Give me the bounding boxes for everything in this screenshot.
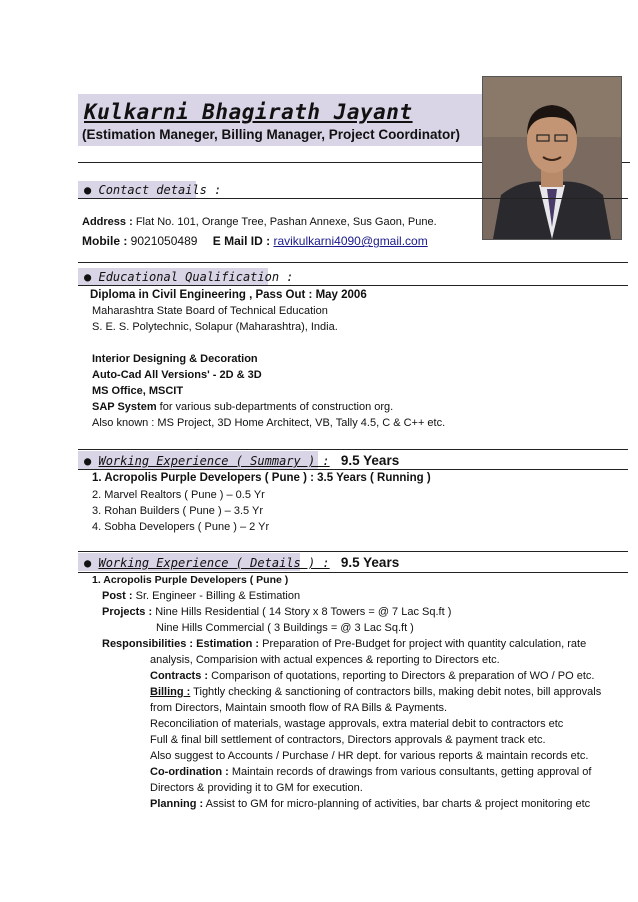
estimation-label: Estimation :: [196, 638, 260, 650]
details-title-text: Working Experience ( Details ) :: [98, 556, 330, 570]
person-icon: [483, 77, 621, 239]
summary-divider: [78, 469, 628, 470]
projects-line: [102, 606, 451, 618]
autocad-line: Auto-Cad All Versions' - 2D & 3D: [92, 369, 262, 381]
post-value: Sr. Engineer - Billing & Estimation: [132, 590, 301, 602]
summary-item-2: 2. Marvel Realtors ( Pune ) – 0.5 Yr: [92, 489, 265, 501]
details-company: 1. Acropolis Purple Developers ( Pune ): [92, 574, 289, 586]
contact-title-text: Contact details :: [98, 183, 222, 197]
summary-title-text: Working Experience ( Summary ) :: [98, 454, 330, 468]
project-2: Nine Hills Commercial ( 3 Buildings = @ 3 Lac Sq.ft ): [156, 622, 414, 634]
coordination-line: [150, 766, 591, 778]
contracts-label: Contracts :: [150, 670, 209, 682]
responsibilities-line: [102, 638, 586, 650]
contact-section-title: [84, 183, 221, 197]
reconciliation-line: Reconciliation of materials, wastage approvals, extra material debit to contractors etc: [150, 718, 564, 730]
interior-line: Interior Designing & Decoration: [92, 353, 258, 365]
education-title-text: Educational Qualification :: [98, 270, 294, 284]
also-known-line: Also known : MS Project, 3D Home Architect, VB, Tally 4.5, C & C++ etc.: [92, 417, 446, 429]
estimation-text-1: Preparation of Pre-Budget for project with quantity calculation, rate: [259, 638, 587, 650]
contracts-text: Comparison of quotations, reporting to Directors & preparation of WO / PO etc.: [208, 670, 595, 682]
details-top-divider: [78, 551, 628, 552]
diploma-line: Diploma in Civil Engineering , Pass Out : May 2006: [90, 289, 367, 301]
mobile-value: 9021050489: [130, 234, 198, 248]
summary-item-1: 1. Acropolis Purple Developers ( Pune ) : 3.5 Years ( Running ): [92, 472, 431, 484]
projects-label: Projects :: [102, 606, 153, 618]
bullet-icon: ●: [84, 270, 92, 284]
also-suggest-line: Also suggest to Accounts / Purchase / HR dept. for various reports & maintain records etc.: [150, 750, 589, 762]
summary-item-3: 3. Rohan Builders ( Pune ) – 3.5 Yr: [92, 505, 264, 517]
contact-divider: [78, 198, 628, 199]
billing-text-2: from Directors, Maintain smooth flow of RA Bills & Payments.: [150, 702, 448, 714]
contracts-line: [150, 670, 594, 682]
details-divider: [78, 572, 628, 573]
mobile-line: [82, 234, 428, 248]
bullet-icon: ●: [84, 556, 92, 570]
address-value: Flat No. 101, Orange Tree, Pashan Annexe, Sus Gaon, Pune.: [135, 216, 437, 228]
profile-photo: [482, 76, 622, 240]
college-line: S. E. S. Polytechnic, Solapur (Maharashtra), India.: [92, 321, 338, 333]
details-section-title: [84, 555, 399, 570]
bullet-icon: ●: [84, 183, 92, 197]
planning-line: [150, 798, 590, 810]
coordination-text-2: Directors & providing it to GM for execution.: [150, 782, 363, 794]
planning-label: Planning :: [150, 798, 204, 810]
project-1: Nine Hills Residential ( 14 Story x 8 Towers = @ 7 Lac Sq.ft ): [152, 606, 452, 618]
sap-line: [92, 401, 393, 413]
candidate-name: Kulkarni Bhagirath Jayant: [84, 100, 413, 124]
candidate-designation: (Estimation Maneger, Billing Manager, Project Coordinator): [82, 127, 461, 142]
summary-section-title: [84, 453, 399, 468]
address-line: [82, 216, 437, 228]
billing-text-1: Tightly checking & sanctioning of contractors bills, making debit notes, bill approvals: [190, 686, 602, 698]
coordination-label: Co-ordination :: [150, 766, 229, 778]
summary-top-divider: [78, 449, 628, 450]
header-divider: [78, 162, 482, 163]
post-label: Post :: [102, 590, 133, 602]
summary-years: 9.5 Years: [340, 453, 400, 468]
estimation-text-2: analysis, Comparision with actual expences & reporting to Directors etc.: [150, 654, 500, 666]
billing-line: [150, 686, 601, 698]
education-section-title: [84, 270, 294, 284]
bullet-icon: ●: [84, 454, 92, 468]
post-line: [102, 590, 300, 602]
planning-text: Assist to GM for micro-planning of activities, bar charts & project monitoring etc: [203, 798, 591, 810]
details-years: 9.5 Years: [340, 555, 400, 570]
mobile-label: Mobile :: [82, 234, 128, 248]
final-bill-line: Full & final bill settlement of contractors, Directors approvals & payment track etc.: [150, 734, 546, 746]
board-line: Maharashtra State Board of Technical Education: [92, 305, 328, 317]
contact-bottom-divider: [78, 262, 628, 263]
billing-label: Billing :: [150, 686, 191, 698]
email-label: E Mail ID :: [212, 234, 271, 248]
responsibilities-label: Responsibilities :: [102, 638, 197, 650]
ms-office-line: MS Office, MSCIT: [92, 385, 184, 397]
sap-label: SAP System: [92, 401, 157, 413]
education-divider: [78, 285, 628, 286]
summary-item-4: 4. Sobha Developers ( Pune ) – 2 Yr: [92, 521, 270, 533]
sap-text: for various sub-departments of construction org.: [156, 401, 394, 413]
address-label: Address :: [82, 216, 133, 228]
email-link[interactable]: ravikulkarni4090@gmail.com: [273, 234, 428, 248]
coordination-text-1: Maintain records of drawings from various consultants, getting approval of: [228, 766, 592, 778]
